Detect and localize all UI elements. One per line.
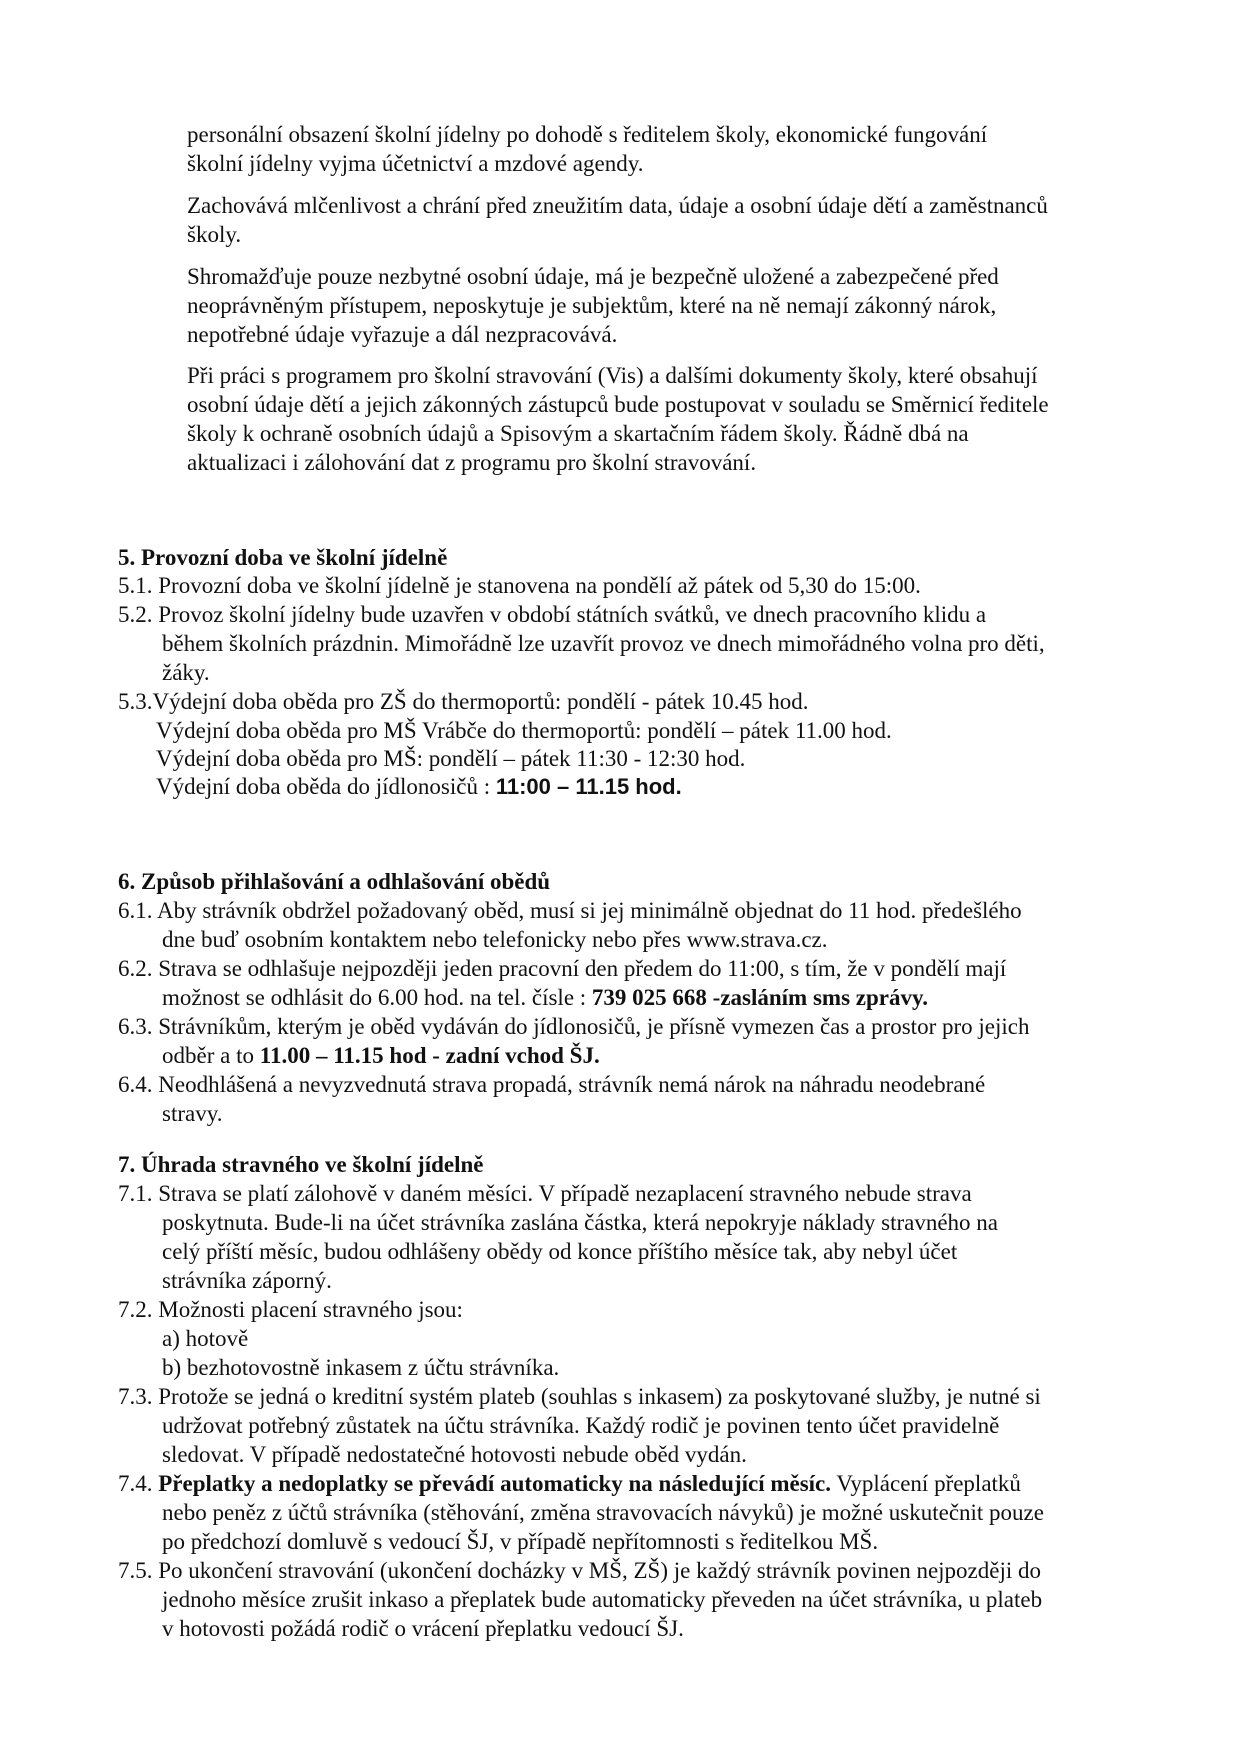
s6-item-1-line1: 6.1. Aby strávník obdržel požadovaný oběd, musí si jej minimálně objednat do 11 hod. předešlého xyxy=(118,898,1022,923)
s5-item-2-line2: během školních prázdnin. Mimořádně lze uzavřít provoz ve dnech mimořádného volna pro děti, xyxy=(162,631,1045,656)
intro-p4-line4: aktualizaci i zálohování dat z programu pro školní stravování. xyxy=(187,450,757,475)
s7-item-3-line3: sledovat. V případě nedostatečné hotovosti nebude oběd vydán. xyxy=(162,1442,747,1467)
s5-item-3-line2: Výdejní doba oběda pro MŠ Vrábče do thermoportů: pondělí – pátek 11.00 hod. xyxy=(156,718,892,743)
intro-p4-line1: Při práci s programem pro školní stravování (Vis) a dalšími dokumenty školy, které obsahují xyxy=(187,363,1038,388)
s5-item-3-line4-bold: 11:00 – 11.15 hod. xyxy=(495,774,682,799)
s7-item-5-line2: jednoho měsíce zrušit inkaso a přeplatek bude automaticky převeden na účet strávníka, u plateb xyxy=(162,1587,1043,1612)
s6-item-4-line2: stravy. xyxy=(162,1101,223,1126)
section-7-heading: 7. Úhrada stravného ve školní jídelně xyxy=(118,1152,484,1177)
s6-item-2-line2-bold: 739 025 668 -zasláním sms zprávy. xyxy=(591,985,928,1010)
s6-item-3-line2 xyxy=(162,1041,600,1070)
intro-p3-line1: Shromažďuje pouze nezbytné osobní údaje, má je bezpečně uložené a zabezpečené před xyxy=(187,264,999,289)
intro-p1-line1: personální obsazení školní jídelny po dohodě s ředitelem školy, ekonomické fungování xyxy=(187,122,988,147)
s6-item-3-line2-bold: 11.00 – 11.15 hod - zadní vchod ŠJ. xyxy=(259,1043,600,1068)
s7-item-1-line4: strávníka záporný. xyxy=(162,1268,332,1293)
section-6-heading: 6. Způsob přihlašování a odhlašování obědů xyxy=(118,869,551,894)
s5-item-1: 5.1. Provozní doba ve školní jídelně je stanovena na pondělí až pátek od 5,30 do 15:00. xyxy=(118,573,921,598)
s7-item-5-line3: v hotovosti požádá rodič o vrácení přeplatku vedoucí ŠJ. xyxy=(162,1616,684,1641)
intro-p2-line2: školy. xyxy=(187,222,242,247)
section-5-heading: 5. Provozní doba ve školní jídelně xyxy=(118,545,448,570)
s6-item-4-line1: 6.4. Neodhlášená a nevyzvednutá strava propadá, strávník nemá nárok na náhradu neodebrané xyxy=(118,1072,986,1097)
s6-item-1-line2: dne buď osobním kontaktem nebo telefonicky nebo přes www.strava.cz. xyxy=(162,927,828,952)
s7-item-1-line2: poskytnuta. Bude-li na účet strávníka zaslána částka, která nepokryje náklady stravného na xyxy=(162,1210,999,1235)
intro-p2-line1: Zachovává mlčenlivost a chrání před zneužitím data, údaje a osobní údaje dětí a zaměstnanců xyxy=(187,193,1048,218)
s6-item-2-line1: 6.2. Strava se odhlašuje nejpozději jeden pracovní den předem do 11:00, s tím, že v pondělí mají xyxy=(118,956,1007,981)
s5-item-2-line3: žáky. xyxy=(162,660,210,685)
s7-item-3-line1: 7.3. Protože se jedná o kreditní systém plateb (souhlas s inkasem) za poskytované služby, je nutné si xyxy=(118,1384,1041,1409)
s5-item-3-line4 xyxy=(156,772,682,801)
s5-item-2-line1: 5.2. Provoz školní jídelny bude uzavřen v období státních svátků, ve dnech pracovního klidu a xyxy=(118,602,987,627)
s7-item-4-line3: po předchozí domluvě s vedoucí ŠJ, v případě nepřítomnosti s ředitelkou MŠ. xyxy=(162,1529,879,1554)
intro-p1-line2: školní jídelny vyjma účetnictví a mzdové agendy. xyxy=(187,151,644,176)
s5-item-3-line3: Výdejní doba oběda pro MŠ: pondělí – pátek 11:30 - 12:30 hod. xyxy=(156,746,746,771)
s7-item-2-option-a: a) hotově xyxy=(162,1326,249,1351)
s6-item-3-line1: 6.3. Strávníkům, kterým je oběd vydáván do jídlonosičů, je přísně vymezen čas a prostor pro jejich xyxy=(118,1014,1030,1039)
s7-item-4-line1 xyxy=(118,1469,1021,1498)
s7-item-2-line1: 7.2. Možnosti placení stravného jsou: xyxy=(118,1297,463,1322)
s7-item-1-line1: 7.1. Strava se platí zálohově v daném měsíci. V případě nezaplacení stravného nebude strava xyxy=(118,1181,972,1206)
s5-item-3-line4-text: Výdejní doba oběda do jídlonosičů : xyxy=(156,774,496,799)
s7-item-3-line2: udržovat potřebný zůstatek na účtu strávníka. Každý rodič je povinen tento účet pravidelně xyxy=(162,1413,1000,1438)
s7-item-1-line3: celý příští měsíc, budou odhlášeny obědy od konce příštího měsíce tak, aby nebyl účet xyxy=(162,1239,958,1264)
intro-p4-line3: školy k ochraně osobních údajů a Spisovým a skartačním řádem školy. Řádně dbá na xyxy=(187,421,969,446)
intro-p3-line2: neoprávněným přístupem, neposkytuje je subjektům, které na ně nemají zákonný nárok, xyxy=(187,293,997,318)
s7-item-4-rest: Vyplácení přeplatků xyxy=(831,1471,1021,1496)
s7-item-4-bold: Přeplatky a nedoplatky se převádí automaticky na následující měsíc. xyxy=(158,1471,832,1496)
s6-item-3-line2-text: odběr a to xyxy=(162,1043,260,1068)
s6-item-2-line2 xyxy=(162,983,928,1012)
s7-item-4-number: 7.4. xyxy=(118,1471,159,1496)
s7-item-4-line2: nebo peněz z účtů strávníka (stěhování, změna stravovacích návyků) je možné uskutečnit pouze xyxy=(162,1500,1044,1525)
s7-item-2-option-b: b) bezhotovostně inkasem z účtu strávníka. xyxy=(162,1355,560,1380)
s6-item-2-line2-text: možnost se odhlásit do 6.00 hod. na tel. čísle : xyxy=(162,985,592,1010)
s5-item-3-line1: 5.3.Výdejní doba oběda pro ZŠ do thermoportů: pondělí - pátek 10.45 hod. xyxy=(118,689,809,714)
intro-p3-line3: nepotřebné údaje vyřazuje a dál nezpracovává. xyxy=(187,322,618,347)
s7-item-5-line1: 7.5. Po ukončení stravování (ukončení docházky v MŠ, ZŠ) je každý strávník povinen nejpozději do xyxy=(118,1558,1041,1583)
intro-p4-line2: osobní údaje dětí a jejich zákonných zástupců bude postupovat v souladu se Směrnicí ředitele xyxy=(187,392,1049,417)
